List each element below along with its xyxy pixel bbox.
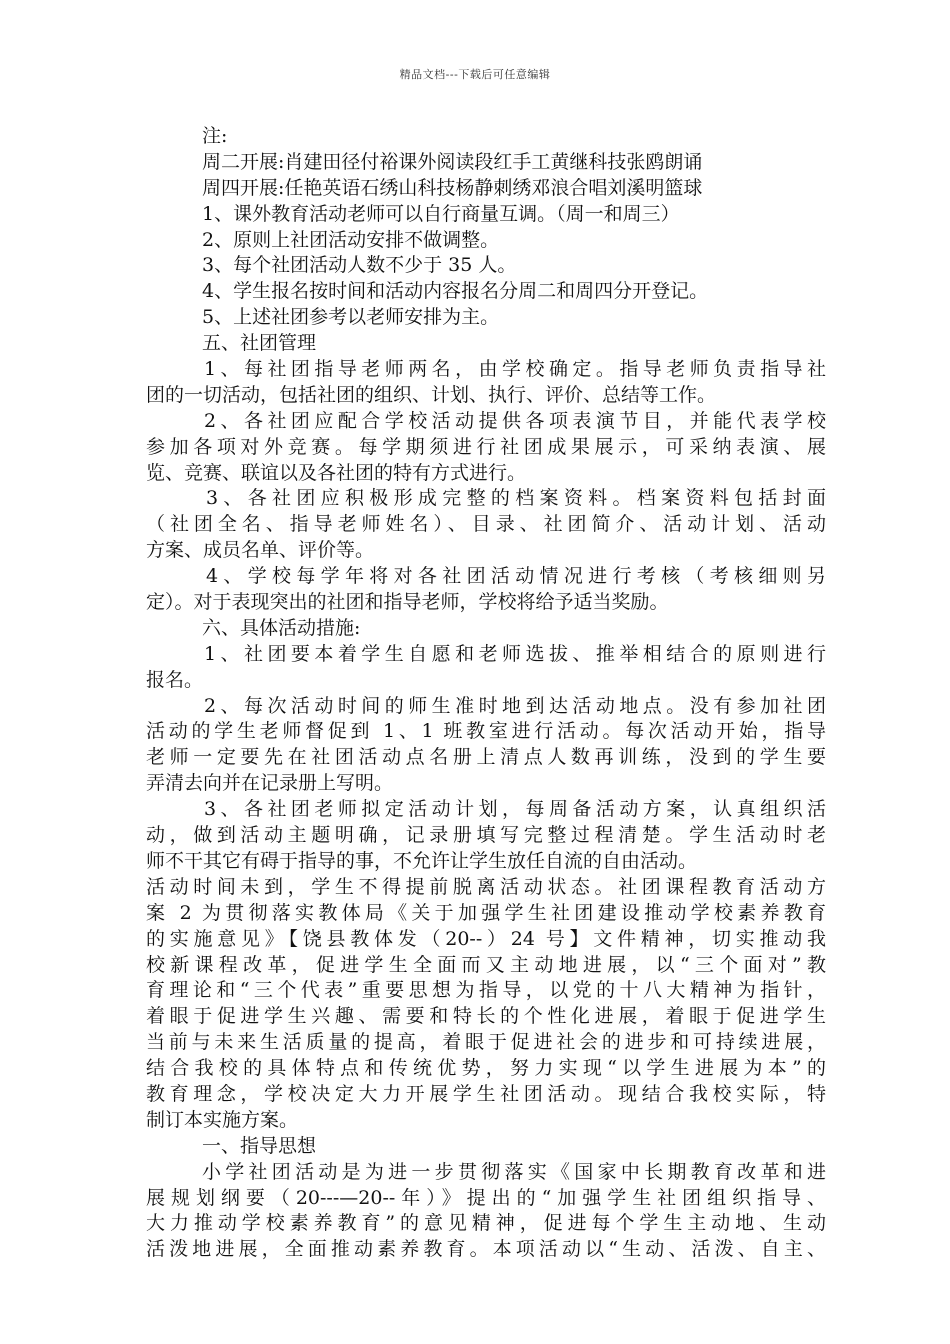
text-line: 览、竞赛、联谊以及各社团的特有方式进行。 [146,461,527,484]
text-line: 着眼于促进学生兴趣、需要和特长的个性化进展，着眼于促进学生 [146,1005,826,1028]
text-line: 1、社团要本着学生自愿和老师选拔、推举相结合的原则进行 [204,642,826,665]
text-line: 周四开展:任艳英语石绣山科技杨静刺绣邓浪合唱刘溪明篮球 [202,176,703,199]
text-line: 报名。 [146,668,204,691]
text-line: 3、每个社团活动人数不少于 35 人。 [202,254,517,277]
text-line: 的实施意见》【饶县教体发（20--）24 号】文件精神，切实推动我 [146,927,826,950]
text-line: 活动的学生老师督促到 1、1 班教室进行活动。每次活动开始，指导 [146,720,826,743]
text-line: 弄清去向并在记录册上写明。 [146,772,394,795]
text-line: 制订本实施方案。 [146,1108,299,1131]
text-line: 4、学生报名按时间和活动内容报名分周二和周四分开登记。 [202,280,709,303]
text-line: （社团全名、指导老师姓名）、目录、社团简介、活动计划、活动 [146,513,826,536]
text-line: 六、具体活动措施: [202,616,361,639]
text-line: 结合我校的具体特点和传统优势，努力实现“以学生进展为本”的 [146,1057,826,1080]
text-line: 3、各社团应积极形成完整的档案资料。档案资料包括封面 [206,487,826,510]
text-line: 育理论和“三个代表”重要思想为指导，以党的十八大精神为指针， [146,979,826,1002]
text-line: 4、学校每学年将对各社团活动情况进行考核（考核细则另 [206,565,826,588]
text-line: 2、原则上社团活动安排不做调整。 [202,228,500,251]
text-line: 动，做到活动主题明确，记录册填写完整过程清楚。学生活动时老 [146,824,826,847]
text-line: 定）。对于表现突出的社团和指导老师，学校将给予适当奖励。 [146,591,669,614]
text-line: 五、社团管理 [202,332,317,355]
text-line: 1、课外教育活动老师可以自行商量互调。（周一和周三） [202,202,680,225]
page-header: 精品文档---下载后可任意编辑 [399,68,551,81]
text-line: 教育理念，学校决定大力开展学生社团活动。现结合我校实际，特 [146,1082,826,1105]
text-line: 活动时间未到，学生不得提前脱离活动状态。社团课程教育活动方 [146,875,826,898]
text-line: 小学社团活动是为进一步贯彻落实《国家中长期教育改革和进 [202,1160,826,1183]
text-line: 校新课程改革，促进学生全面而又主动地进展，以“三个面对”教 [146,953,826,976]
text-line: 3、各社团老师拟定活动计划，每周备活动方案，认真组织活 [204,798,826,821]
text-line: 1、每社团指导老师两名，由学校确定。指导老师负责指导社 [204,358,826,381]
text-line: 活泼地进展，全面推动素养教育。本项活动以“生动、活泼、自主、 [146,1238,826,1261]
text-line: 案 2 为贯彻落实教体局《关于加强学生社团建设推动学校素养教育 [146,901,826,924]
text-line: 方案、成员名单、评价等。 [146,539,375,562]
text-line: 展规划纲要（20---—20--年）》提出的“加强学生社团组织指导、 [146,1186,826,1209]
text-line: 师不干其它有碍于指导的事，不允许让学生放任自流的自由活动。 [146,849,698,872]
text-line: 老师一定要先在社团活动点名册上清点人数再训练，没到的学生要 [146,746,826,769]
text-line: 一、指导思想 [202,1134,317,1157]
text-line: 周二开展:肖建田径付裕课外阅读段红手工黄继科技张鸥朗诵 [202,150,703,173]
text-line: 2、每次活动时间的师生准时地到达活动地点。没有参加社团 [204,694,826,717]
text-line: 注: [202,125,228,147]
text-line: 团的一切活动，包括社团的组织、计划、执行、评价、总结等工作。 [146,383,717,406]
text-line: 大力推动学校素养教育”的意见精神，促进每个学生主动地、生动 [146,1212,826,1235]
text-line: 2、各社团应配合学校活动提供各项表演节目，并能代表学校 [204,409,826,432]
text-line: 5、上述社团参考以老师安排为主。 [202,306,500,329]
text-line: 当前与未来生活质量的提高，着眼于促进社会的进步和可持续进展， [146,1031,826,1054]
text-line: 参加各项对外竞赛。每学期须进行社团成果展示，可采纳表演、展 [146,435,826,458]
document-body [146,124,826,1263]
